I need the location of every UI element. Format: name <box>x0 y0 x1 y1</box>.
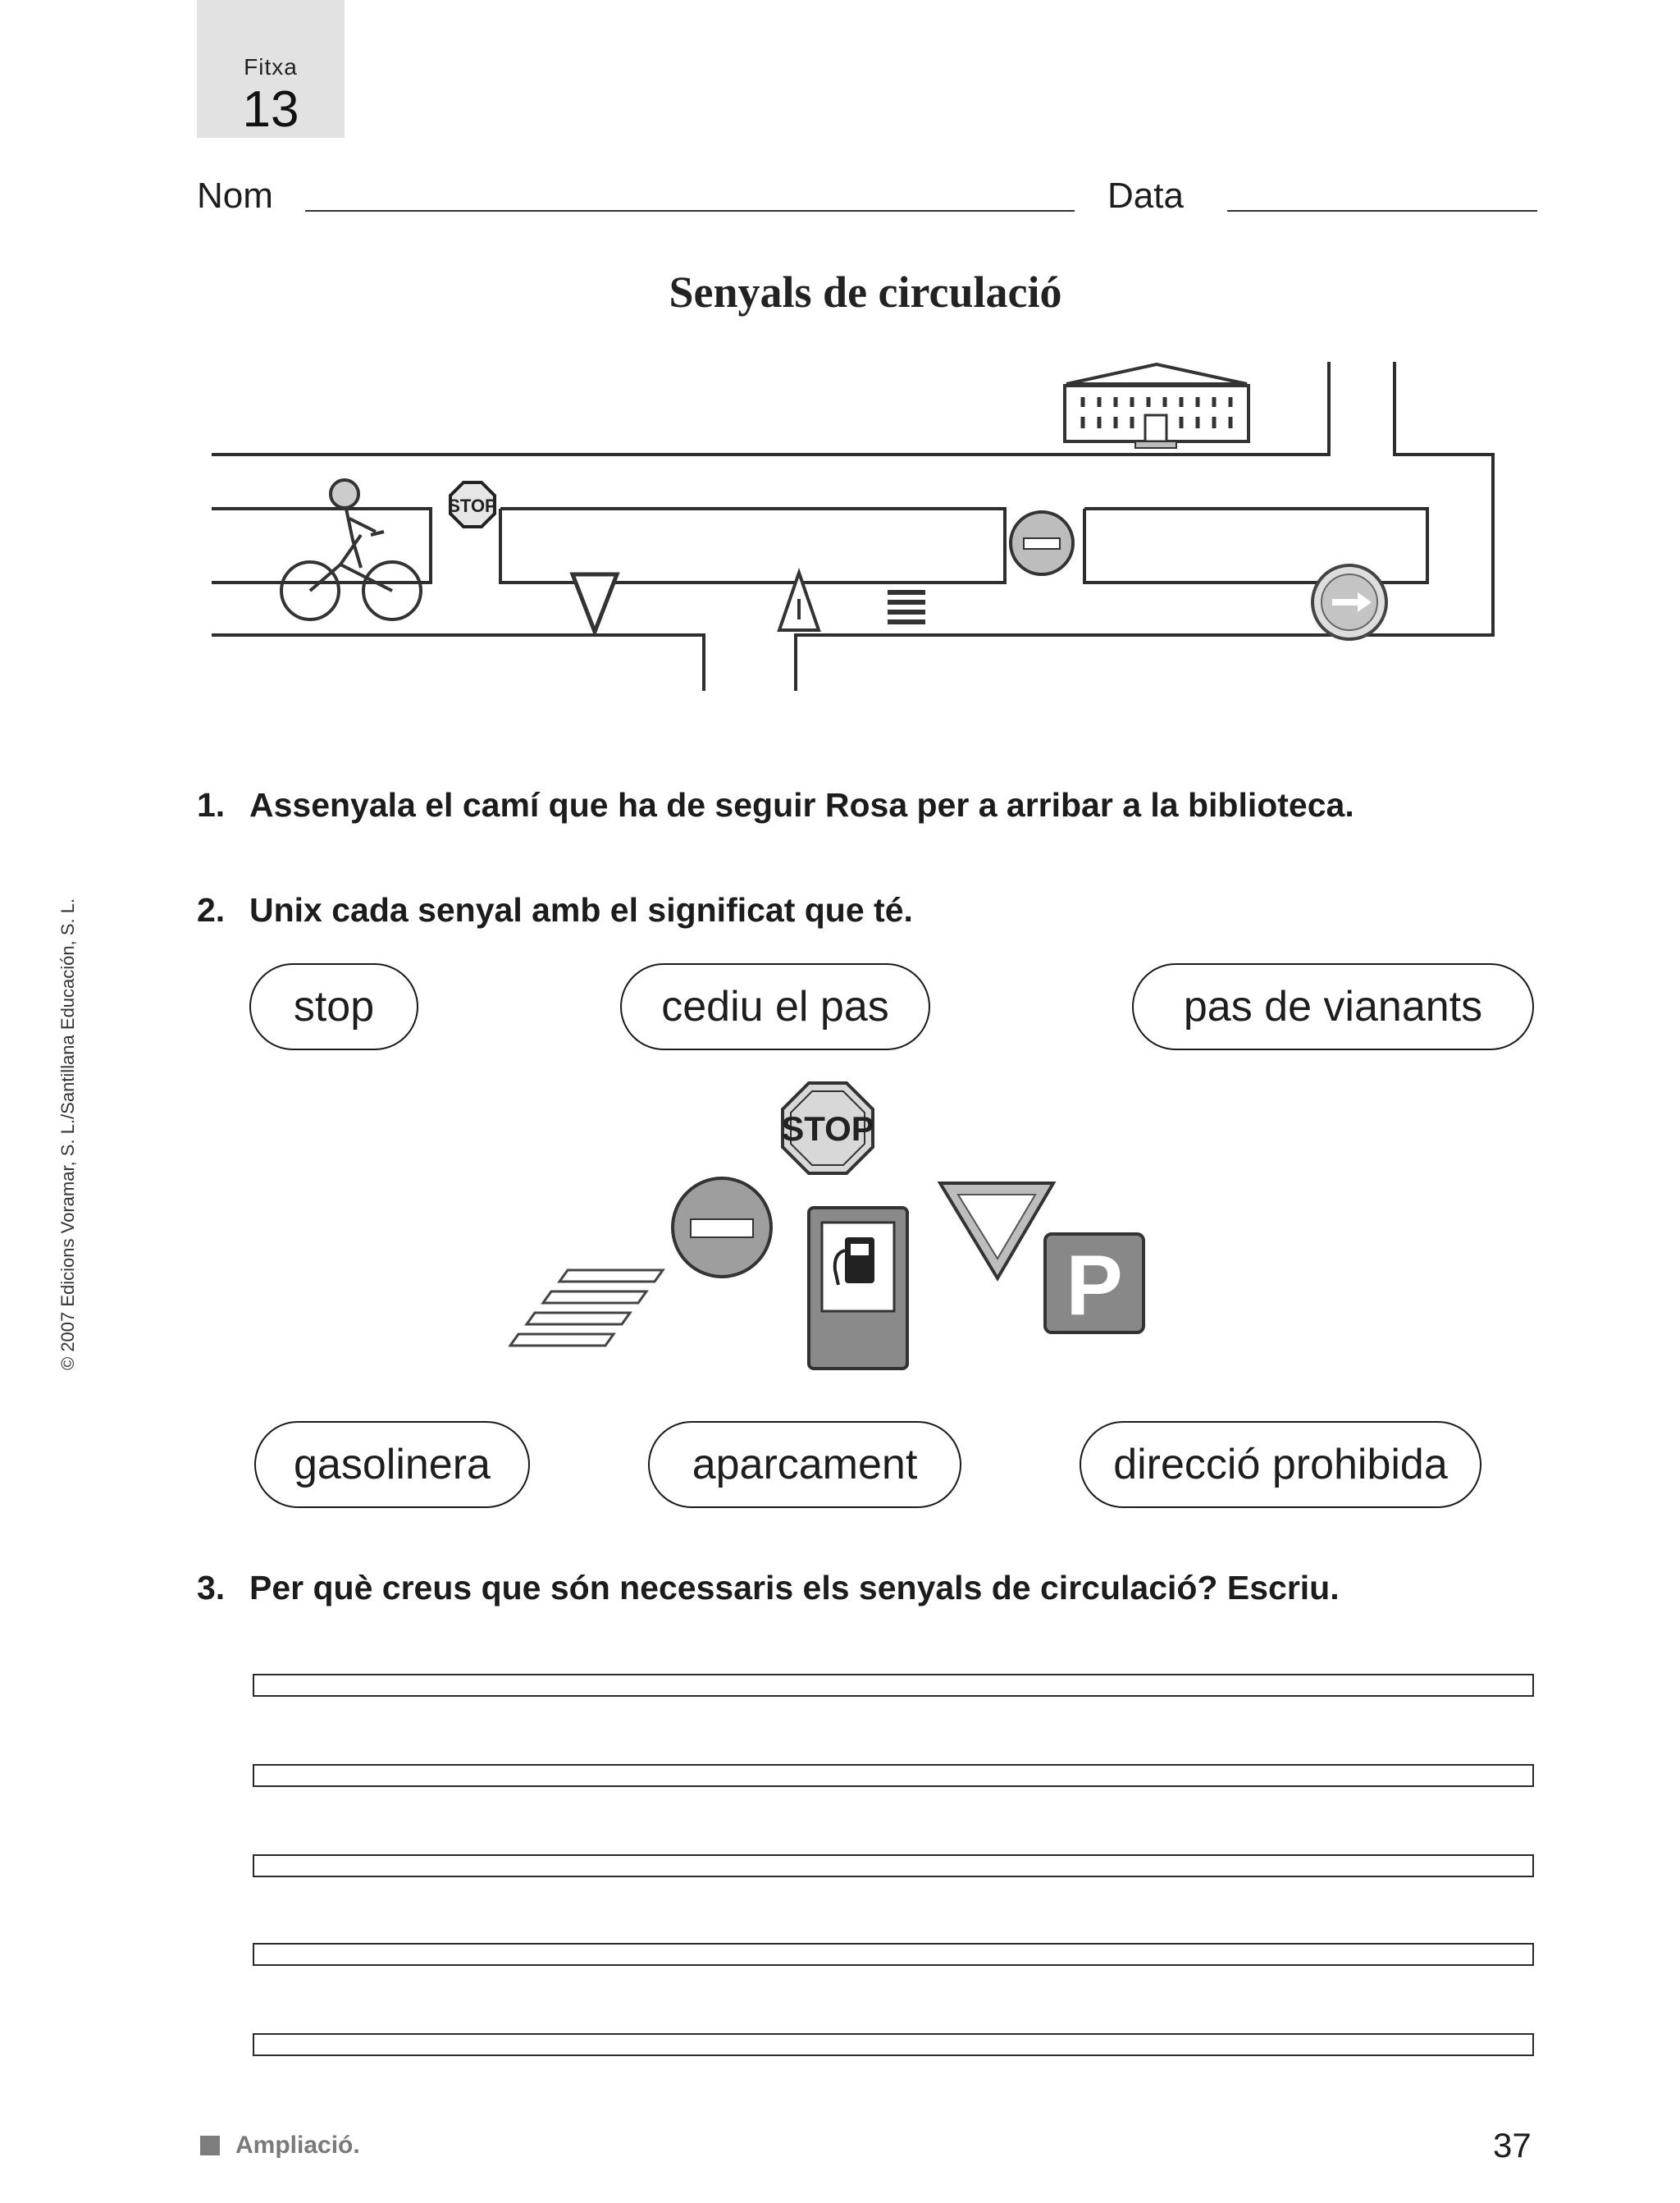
date-label: Data <box>1107 176 1184 216</box>
footer-label: Ampliació. <box>235 2132 360 2159</box>
answer-line[interactable] <box>253 1674 1534 1697</box>
question-1 <box>197 786 1354 825</box>
stop-sign-text: STOP <box>781 1109 874 1148</box>
stop-sign-icon <box>781 1083 874 1173</box>
library-icon <box>1065 364 1249 448</box>
name-field[interactable] <box>305 210 1075 212</box>
stop-sign-icon <box>448 482 497 527</box>
question-3 <box>197 1569 1340 1607</box>
yield-sign-icon <box>573 574 617 632</box>
direction-sign-icon <box>1312 565 1386 639</box>
question-2 <box>197 891 913 930</box>
no-entry-sign-icon <box>1011 512 1073 574</box>
question-text: Assenyala el camí que ha de seguir Rosa per a arribar a la biblioteca. <box>249 786 1354 824</box>
no-entry-sign-icon <box>673 1178 771 1277</box>
question-number: 2. <box>197 891 226 929</box>
yield-sign-icon <box>940 1183 1053 1278</box>
meaning-pill-parking[interactable]: aparcament <box>648 1421 961 1508</box>
question-text: Unix cada senyal amb el significat que té. <box>249 891 913 929</box>
answer-line[interactable] <box>253 1854 1534 1877</box>
parking-sign-icon <box>1045 1234 1144 1333</box>
meaning-pill-yield[interactable]: cediu el pas <box>620 963 930 1050</box>
worksheet-number: 13 <box>242 81 299 138</box>
page-title: Senyals de circulació <box>669 267 1062 317</box>
meaning-pill-crosswalk[interactable]: pas de vianants <box>1132 963 1534 1050</box>
answer-line[interactable] <box>253 1764 1534 1787</box>
question-number: 3. <box>197 1569 226 1607</box>
date-field[interactable] <box>1227 210 1537 212</box>
signs-cluster <box>509 1081 1157 1370</box>
copyright-notice: © 2007 Edicions Voramar, S. L./Santillana Educación, S. L. <box>57 898 78 1370</box>
footer-square-icon <box>200 2136 220 2155</box>
question-text: Per què creus que són necessaris els senyals de circulació? Escriu. <box>249 1569 1340 1607</box>
cyclist-icon <box>281 480 421 619</box>
worksheet-tab <box>197 0 345 138</box>
crosswalk-marking-icon <box>510 1270 663 1346</box>
gas-station-sign-icon <box>809 1208 907 1369</box>
meaning-pill-stop[interactable]: stop <box>249 963 418 1050</box>
parking-sign-text: P <box>1066 1238 1123 1333</box>
meaning-pill-gas-station[interactable]: gasolinera <box>254 1421 530 1508</box>
question-number: 1. <box>197 786 226 824</box>
stop-sign-text: STOP <box>448 496 497 516</box>
answer-line[interactable] <box>253 2033 1534 2056</box>
worksheet-label: Fitxa <box>244 54 298 80</box>
meaning-pill-no-entry[interactable]: direcció prohibida <box>1080 1421 1481 1508</box>
answer-line[interactable] <box>253 1943 1534 1966</box>
name-label: Nom <box>197 176 273 216</box>
page-number: 37 <box>1493 2126 1532 2164</box>
road-map-illustration <box>197 353 1542 706</box>
